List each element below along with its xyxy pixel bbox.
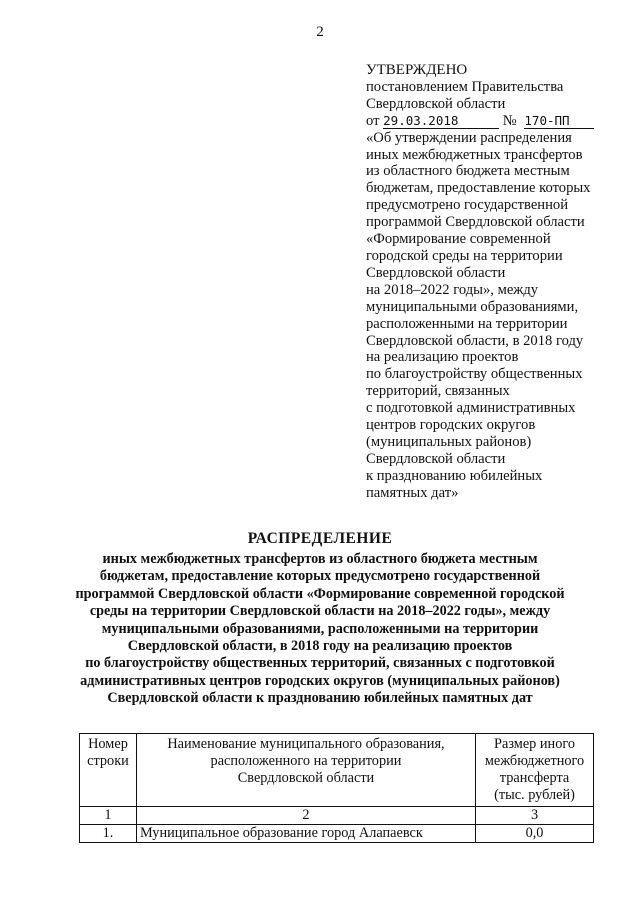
resolution-title-line: на 2018–2022 годы», между <box>366 281 539 298</box>
resolution-title-line: по благоустройству общественных <box>366 366 583 383</box>
header-text: Наименование муниципального образования, <box>167 736 445 752</box>
header-text: межбюджетного <box>484 753 585 769</box>
approval-block <box>366 62 628 502</box>
resolution-title-line: предусмотрено государственной <box>366 197 569 214</box>
resolution-title-line: к празднованию юбилейных <box>366 467 543 484</box>
row-number: 1. <box>80 825 137 843</box>
header-text: (тыс. рублей) <box>494 787 575 803</box>
number-label: № <box>502 112 517 129</box>
header-text: расположенного на территории <box>210 753 402 769</box>
header-text: Номер <box>88 736 128 752</box>
distribution-subtitle-line: Свердловской области, в 2018 году на реализацию проектов <box>127 638 513 655</box>
distribution-subtitle-line: среды на территории Свердловской области на 2018–2022 годы», между <box>89 603 551 620</box>
resolution-title-line: памятных дат» <box>366 484 459 501</box>
resolution-title-line: Свердловской области <box>366 450 506 467</box>
resolution-title <box>366 130 628 502</box>
resolution-title-line: городской среды на территории <box>366 247 563 264</box>
header-text: строки <box>87 753 129 769</box>
header-text: Размер иного <box>494 736 575 752</box>
resolution-title-line: (муниципальных районов) <box>366 433 532 450</box>
column-number: 1 <box>80 807 137 825</box>
column-number: 3 <box>476 807 594 825</box>
table-numbering-row <box>80 807 594 825</box>
column-number: 2 <box>136 807 475 825</box>
distribution-heading-block <box>30 530 610 708</box>
resolution-title-line: «Формирование современной <box>366 231 551 248</box>
resolution-title-line: муниципальными образованиями, <box>366 298 579 315</box>
header-row-number <box>80 734 137 807</box>
resolution-title-line: Свердловской области, в 2018 году <box>366 332 584 349</box>
resolution-title-line: из областного бюджета местным <box>366 163 570 180</box>
resolution-title-line: программой Свердловской области <box>366 214 585 231</box>
resolution-title-line: бюджетам, предоставление которых <box>366 180 591 197</box>
resolution-title-line: центров городских округов <box>366 417 536 434</box>
table-header-row <box>80 734 594 807</box>
resolution-title-line: «Об утверждении распределения <box>366 129 572 146</box>
resolution-title-line: на реализацию проектов <box>366 349 519 366</box>
approval-line: Свердловской области <box>366 95 506 112</box>
approval-line: постановлением Правительства <box>366 78 564 95</box>
distribution-subtitle-line: административных центров городских округов (муниципальных районов) <box>80 672 560 689</box>
date-prefix: от <box>366 112 380 129</box>
resolution-number: 170-ПП <box>524 114 594 129</box>
transfer-amount: 0,0 <box>476 825 594 843</box>
resolution-title-line: расположенными на территории <box>366 315 568 332</box>
page-number: 2 <box>316 24 324 40</box>
distribution-subtitle-line: Свердловской области к празднованию юбилейных памятных дат <box>107 690 533 707</box>
header-municipality <box>136 734 475 807</box>
approval-date-line <box>366 113 628 130</box>
distribution-subtitle <box>30 551 610 708</box>
resolution-title-line: иных межбюджетных трансфертов <box>366 146 583 163</box>
distribution-subtitle-line: муниципальными образованиями, расположенными на территории <box>101 620 539 637</box>
distribution-subtitle-line: по благоустройству общественных территорий, связанных с подготовкой <box>85 655 555 672</box>
header-text: Свердловской области <box>237 770 375 786</box>
distribution-subtitle-line: бюджетам, предоставление которых предусмотрено государственной <box>99 568 541 585</box>
resolution-title-line: с подготовкой административных <box>366 400 576 417</box>
municipality-name: Муниципальное образование город Алапаевск <box>136 825 475 843</box>
resolution-title-line: Свердловской области <box>366 264 506 281</box>
distribution-subtitle-line: программой Свердловской области «Формирование современной городской <box>75 585 565 602</box>
header-amount <box>476 734 594 807</box>
table-row <box>80 825 594 843</box>
approval-heading: УТВЕРЖДЕНО <box>366 62 468 78</box>
resolution-date: 29.03.2018 <box>383 114 499 129</box>
header-text: трансферта <box>499 770 570 786</box>
transfers-table <box>79 733 594 843</box>
distribution-subtitle-line: иных межбюджетных трансфертов из областного бюджета местным <box>102 551 538 567</box>
resolution-title-line: территорий, связанных <box>366 383 510 400</box>
distribution-title: РАСПРЕДЕЛЕНИЕ <box>247 530 393 547</box>
